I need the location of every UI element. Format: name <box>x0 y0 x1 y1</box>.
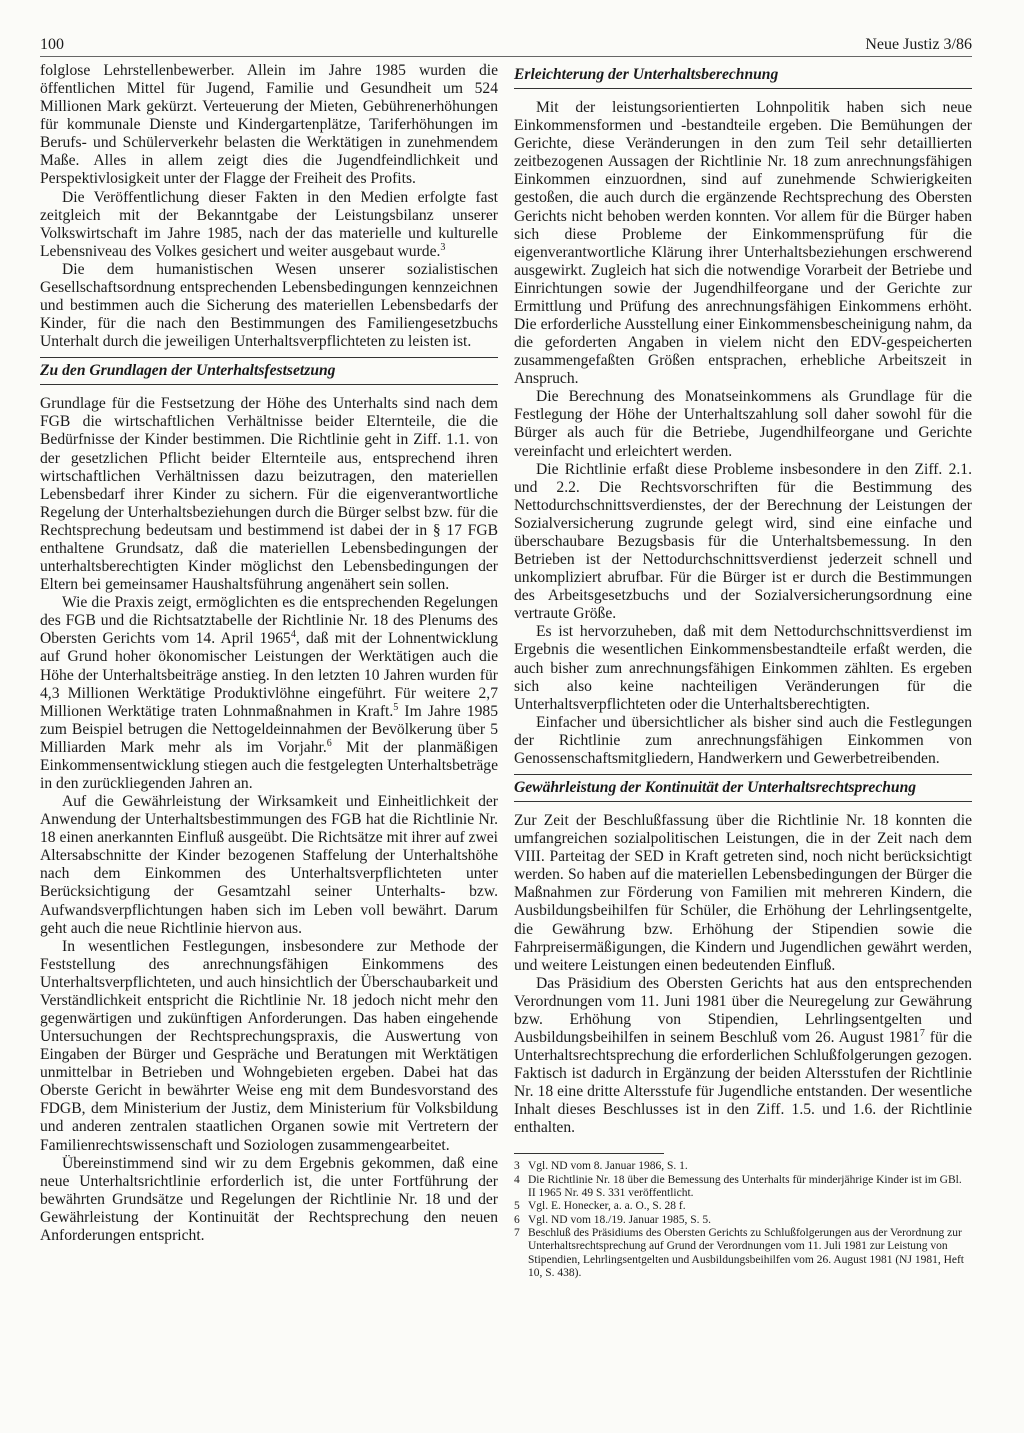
page-number: 100 <box>40 36 64 53</box>
paragraph: Einfacher und übersichtlicher als bisher sind auch die Festlegungen der Richtlinie zum anrechnungsfähigen Einkommen von Genossenschaftsmitgliedern, Handwerkern und Gewerbetreibenden. <box>514 713 972 767</box>
paragraph: Die Berechnung des Monatseinkommens als Grundlage für die Festlegung der Höhe der Unterhaltszahlung soll daher sowohl für die Bürger als auch für die Betriebe, Jugendhilfeorgane und Gerichte vereinfacht und erleichtert werden. <box>514 388 972 460</box>
header-rule <box>40 56 972 57</box>
right-column <box>514 62 972 1280</box>
section-title: Gewährleistung der Kontinuität der Unterhaltsrechtsprechung <box>514 778 917 796</box>
journal-issue: Neue Justiz 3/86 <box>865 36 972 53</box>
section-heading <box>40 357 498 385</box>
footnote-ref: 7 <box>919 1027 925 1039</box>
paragraph: Wie die Praxis zeigt, ermöglichten es die entsprechenden Regelungen des FGB und die Richtsatztabelle der Richtlinie Nr. 18 des Plenums des Obersten Gerichts vom 14. April 1965$^4$, daß mit der Lohnentwicklung auf Grund hoher ökonomischer Leistungen der Werktätigen auch die Höhe der Unterhaltsbeiträge anstieg. In den letzten 10 Jahren wurden für 4,3 Millionen Werktätige Produktivlöhne eingeführt. Für weitere 2,7 Millionen Werktätige traten Lohnmaßnahmen in Kraft.$^5$ Im Jahre 1985 zum Beispiel betrugen die Nettogeldeinnahmen der Bevölkerung über 5 Milliarden Mark mehr als im Vorjahr.$^6$ Mit der planmäßigen Einkommensentwicklung stiegen auch die festgelegten Unterhaltsbeträge in den zurückliegenden Jahren an. <box>40 594 499 792</box>
paragraph: Die dem humanistischen Wesen unserer sozialistischen Gesellschaftsordnung entsprechenden Lebensbedingungen kennzeichnen und bestimmen auch die Sicherung des materiellen Lebensbedarfs der Kinder, für die nach den Bestimmungen des Familiengesetzbuchs Unterhalt durch die jeweiligen Unterhaltsverpflichteten zu leisten ist. <box>40 260 498 351</box>
paragraph: Es ist hervorzuheben, daß mit dem Nettodurchschnittsverdienst im Ergebnis die wesentlichen Einkommensbestandteile erfaßt werden, die auch bisher zum anrechnungsfähigen Einkommen zählten. Es ergeben sich also keine nachteiligen Veränderungen für die Unterhaltsverpflichteten oder die Unterhaltsberechtigten. <box>514 623 972 713</box>
section-heading <box>514 774 972 802</box>
section-title: Zu den Grundlagen der Unterhaltsfestsetzung <box>40 362 336 380</box>
paragraph: Die Veröffentlichung dieser Fakten in den Medien erfolgte fast zeitgleich mit der Bekanntgabe der Leistungsbilanz unserer Volkswirtschaft im Jahre 1985, nach der das materielle und kulturelle Lebensniveau des Volkes gesichert und weiter ausgebaut wurde.$^3$ <box>40 188 498 260</box>
paragraph: Das Präsidium des Obersten Gerichts hat aus den entsprechenden Verordnungen vom 11. Juni 1981 über die Neuregelung zur Gewährung bzw. Erhöhung von Stipendien, Lehrlingsentgelten und Ausbildungsbeihilfen in seinem Beschluß vom 26. August 1981$^7$ für die Unterhaltsrechtsprechung die erforderlichen Schlußfolgerungen gezogen. Faktisch ist dadurch in Ergänzung der beiden Altersstufen der Richtlinie Nr. 18 eine dritte Altersstufe für Jugendliche entstanden. Der wesentliche Inhalt dieses Beschlusses ist in den Ziff. 1.5. und 1.6. der Richtlinie enthalten. <box>514 974 972 1137</box>
section-heading <box>514 66 972 89</box>
paragraph: Mit der leistungsorientierten Lohnpolitik haben sich neue Einkommensformen und -bestandteile ergeben. Die Bemühungen der Gerichte, diese Veränderungen in den zum Teil sehr detaillierten zeitbezogenen Aussagen der Richtlinie Nr. 18 zum anrechnungsfähigen Einkommen einzuordnen, sind auf zunehmende Schwierigkeiten gestoßen, die auch durch die ergänzende Rechtsprechung des Obersten Gerichts nicht behoben werden konnten. Vor allem für die Bürger haben sich diese Probleme der Einkommensprüfung für die eigenverantwortliche Klärung ihrer Unterhaltsbeziehungen erschwerend ausgewirkt. Zugleich hat sich die notwendige Vorarbeit der Betriebe und Einrichtungen sowie der Jugendhilfeorgane und der Gerichte zur Ermittlung und Prüfung des anrechnungsfähigen Einkommens erhöht. Die erforderliche Ausstellung einer Einkommensbescheinigung nahm, da die geforderten Angaben in vielem nicht den EDV-gespeicherten zusammengefaßten Größen entsprachen, erhebliche Arbeitszeit in Anspruch. <box>514 99 972 388</box>
footnote: 7 Beschluß des Präsidiums des Obersten Gerichts zu Schlußfolgerungen aus der Verordnung zur Unterhaltsrechtsprechung auf Grund der Verordnungen vom 11. Juli 1981 zur Leistung von Stipendien, Lehrlingsentgelten und Ausbildungsbeihilfen vom 26. August 1981 (NJ 1981, Heft 10, S. 438). <box>514 1227 965 1280</box>
footnote-ref: 3 <box>440 241 446 253</box>
footnote: 5 Vgl. E. Honecker, a. a. O., S. 28 f. <box>514 1200 686 1213</box>
left-column <box>40 62 498 1245</box>
footnote-rule <box>514 1153 664 1154</box>
footnote: 4 Die Richtlinie Nr. 18 über die Bemessung des Unterhalts für minderjährige Kinder ist im GBl. II 1965 Nr. 49 S. 331 veröffentlicht. <box>514 1173 962 1200</box>
paragraph: Grundlage für die Festsetzung der Höhe des Unterhalts sind nach dem FGB die wirtschaftlichen Verhältnisse beider Elternteile, die die Bedürfnisse der Kinder bestimmen. Die Richtlinie geht in Ziff. 1.1. von der gesetzlichen Pflicht beider Elternteile aus, entsprechend ihren wirtschaftlichen Verhältnissen dazu beizutragen, den materiellen Lebensbedarf ihrer Kinder zu sichern. Für die eigenverantwortliche Regelung der Unterhaltsbeziehungen durch die Bürger selbst bzw. für die Rechtsprechung bedeutsam und bestimmend ist dabei der in § 17 FGB enthaltene Grundsatz, daß die materiellen Lebensbedingungen der unterhaltsberechtigten Kinder möglichst den Lebensbedingungen der Eltern bei gemeinsamer Haushaltsführung angenähert sein sollen. <box>40 395 498 594</box>
paragraph: Auf die Gewährleistung der Wirksamkeit und Einheitlichkeit der Anwendung der Unterhaltsbestimmungen des FGB hat die Richtlinie Nr. 18 einen anerkannten Einfluß ausgeübt. Die Richtsätze mit ihrer auf zwei Altersabschnitte der Kinder bezogenen Staffelung der Unterhaltshöhe nach dem Einkommen des Unterhaltsverpflichteten unter Berücksichtigung der Gesamtzahl seiner Unterhalts- bzw. Aufwandsverpflichtungen haben sich im Leben voll bewährt. Darum geht auch die neue Richtlinie hiervon aus. <box>40 793 498 937</box>
footnotes <box>514 1160 972 1280</box>
footnote: 3 Vgl. ND vom 8. Januar 1986, S. 1. <box>514 1160 688 1173</box>
paragraph: In wesentlichen Festlegungen, insbesondere zur Methode der Feststellung des anrechnungsfähigen Einkommens des Unterhaltsverpflichteten, und auch hinsichtlich der Überschaubarkeit und Verständlichkeit entspricht die Richtlinie Nr. 18 jedoch nicht mehr den gegenwärtigen und zukünftigen Anforderungen. Das haben eingehende Untersuchungen der Rechtsprechungspraxis, die Auswertung von Eingaben der Bürger und Gespräche und Beratungen mit Werktätigen unmittelbar in Betrieben und Wohngebieten ergeben. Dabei hat das Oberste Gericht in bewährter Weise eng mit dem Bundesvorstand des FDGB, dem Ministerium der Justiz, dem Ministerium für Volksbildung und anderen zentralen staatlichen Organen sowie mit Vertretern der Familienrechtswissenschaft und Soziologen zusammengearbeitet. <box>40 937 498 1154</box>
footnote-ref: 6 <box>326 737 332 749</box>
section-title: Erleichterung der Unterhaltsberechnung <box>514 66 779 83</box>
paragraph: Übereinstimmend sind wir zu dem Ergebnis gekommen, daß eine neue Unterhaltsrichtlinie erforderlich ist, die unter Fortführung der bewährten Grundsätze und Regelungen der Richtlinie Nr. 18 und der Gewährleistung der Kontinuität der Rechtsprechung den neuen Anforderungen entspricht. <box>40 1154 498 1244</box>
paragraph: Zur Zeit der Beschlußfassung über die Richtlinie Nr. 18 konnten die umfangreichen sozialpolitischen Leistungen, die in der Zeit nach dem VIII. Parteitag der SED in Kraft getreten sind, noch nicht berücksichtigt werden. So haben auf die materiellen Lebensbedingungen der Bürger die Maßnahmen zur Förderung von Familien mit mehreren Kindern, die Ausbildungsbeihilfen für Schüler, die Erhöhung der Lehrlingsentgelte, die Gewährung bzw. Erhöhung der Stipendien sowie die Fahrpreisermäßigungen, die Kindern und Jugendlichen gewährt werden, und weitere Leistungen einen bedeutenden Einfluß. <box>514 812 972 974</box>
footnote-ref: 4 <box>290 629 296 641</box>
paragraph: Die Richtlinie erfaßt diese Probleme insbesondere in den Ziff. 2.1. und 2.2. Die Rechtsvorschriften für die Bestimmung des Nettodurchschnittsverdienstes, der der Berechnung der Leistungen der Sozialversicherung zugrunde gelegt wird, sind eine einfache und überschaubare Bezugsbasis für die Unterhaltsbemessung. In den Betrieben ist der Nettodurchschnittsverdienst jederzeit schnell und unkompliziert abrufbar. Für die Bürger ist er durch die Bestimmungen des Arbeitsgesetzbuchs und der Sozialversicherungsordnung eine vertraute Größe. <box>514 460 972 623</box>
footnote: 6 Vgl. ND vom 18./19. Januar 1985, S. 5. <box>514 1213 712 1226</box>
footnote-ref: 5 <box>393 701 399 713</box>
paragraph: folglose Lehrstellenbewerber. Allein im Jahre 1985 wurden die öffentlichen Mittel für Jugend, Familie und Gesundheit um 524 Millionen Mark gekürzt. Verteuerung der Mieten, Gebührenerhöhungen für kommunale Dienste und Kindergartenplätze, Tariferhöhungen im Berufs- und Schülerverkehr belasten die Werktätigen in zunehmendem Maße. Alles in allem zeigt dies die Jugendfeindlichkeit und Perspektivlosigkeit unter der Flagge der Freiheit des Profits. <box>40 62 498 188</box>
